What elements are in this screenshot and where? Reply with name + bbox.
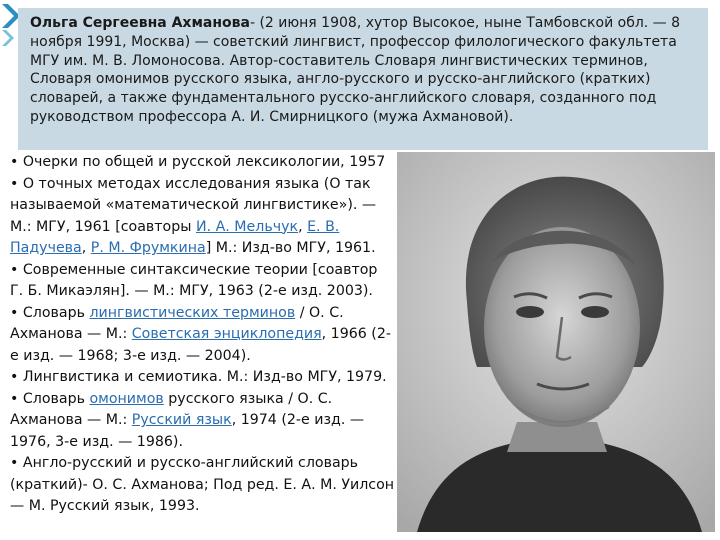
publication-text: русского языка / О. С. Ахманова — М.: bbox=[10, 390, 333, 428]
portrait-photo bbox=[397, 152, 715, 532]
link-russian-language[interactable]: Русский язык bbox=[131, 412, 232, 428]
link-melchuk[interactable]: И. А. Мельчук bbox=[195, 218, 299, 235]
separator: , bbox=[81, 240, 91, 256]
publication-text: • Словарь bbox=[10, 390, 90, 407]
bio-description: - (2 июня 1908, хутор Высокое, ныне Тамбовской обл. — 8 ноября 1991, Москва) — советский лингвист, профессор филологического факультета МГУ им. М. В. Ломоносова. Автор-составитель Словаря лингвистических терминов, Словаря омонимов русского языка, англо-русского и русско-английского (кратких) словарей, а также фундаментального русско-английского словаря, созданного под руководством профессора А. И. Смирницкого (мужа Ахмановой). bbox=[30, 15, 681, 125]
publication-text: / О. С. Ахманова — М.: bbox=[10, 304, 344, 342]
bio-text bbox=[30, 14, 700, 127]
separator: , bbox=[298, 218, 308, 235]
link-linguistic-terms[interactable]: лингвистических терминов bbox=[89, 304, 296, 321]
publication-text: ] М.: Изд-во МГУ, 1961. bbox=[205, 240, 376, 256]
publication-item bbox=[10, 174, 395, 260]
link-homonyms[interactable]: омонимов bbox=[89, 390, 164, 407]
publications-list bbox=[10, 152, 395, 518]
publication-item: • Очерки по общей и русской лексикологии, 1957 bbox=[10, 154, 386, 170]
bio-name: Ольга Сергеевна Ахманова bbox=[30, 15, 250, 31]
publication-text: , 1966 (2-е изд. — 1968; 3-е изд. — 2004). bbox=[10, 326, 391, 364]
publication-item: • Современные синтаксические теории [соавтор Г. Б. Микаэлян]. — М.: МГУ, 1963 (2-е изд. 2003). bbox=[10, 261, 378, 299]
publication-text: • О точных методах исследования языка (О так называемой «математической лингвистике»). — М.: МГУ, 1961 [соавторы bbox=[10, 175, 377, 235]
publication-text: , 1974 (2-е изд. — 1976, 3-е изд. — 1986). bbox=[10, 412, 365, 450]
link-frumkina[interactable]: Р. М. Фрумкина bbox=[90, 240, 206, 256]
publication-item bbox=[10, 303, 395, 368]
publication-item: • Англо-русский и русско-английский словарь (краткий)- О. С. Ахманова; Под ред. Е. А. М. Уилсон — М. Русский язык, 1993. bbox=[10, 455, 395, 514]
publication-item: • Лингвистика и семиотика. М.: Изд-во МГУ, 1979. bbox=[10, 369, 387, 385]
publication-text: • Словарь bbox=[10, 304, 90, 321]
link-paducheva[interactable]: Е. В. Падучева bbox=[10, 218, 340, 256]
link-soviet-encyclopedia[interactable]: Советская энциклопедия bbox=[131, 326, 322, 342]
publication-item bbox=[10, 389, 395, 454]
